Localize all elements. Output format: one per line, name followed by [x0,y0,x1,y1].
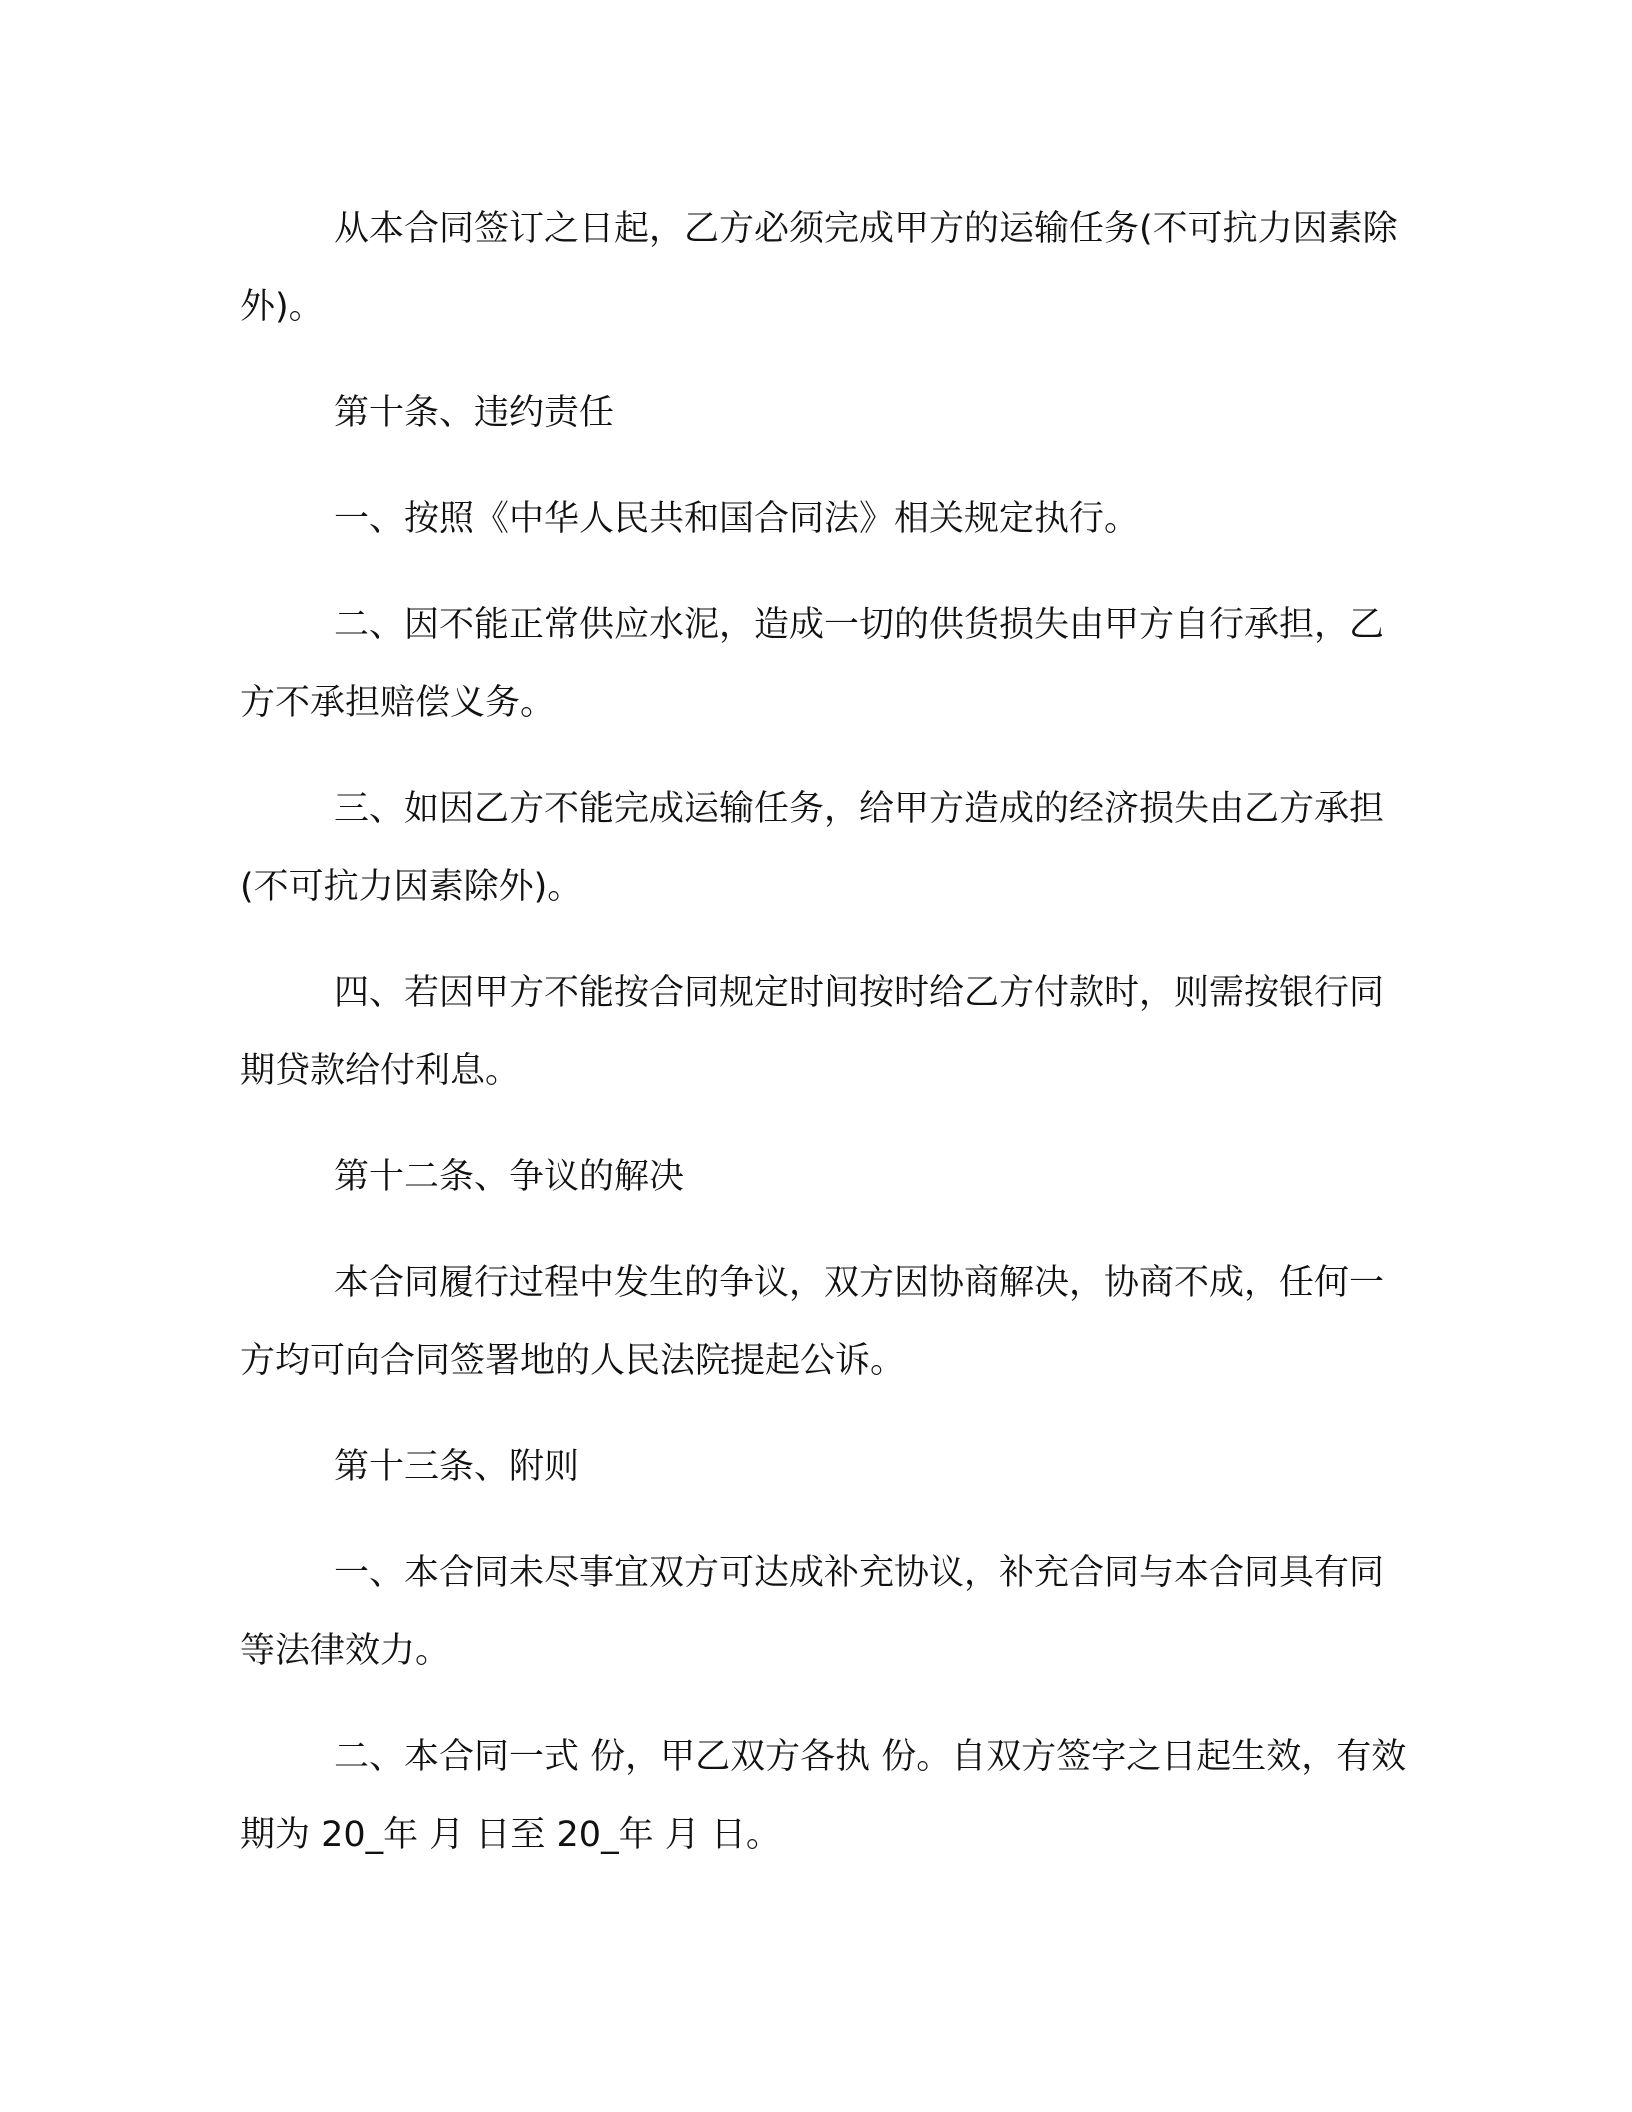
section-heading-article-12: 第十二条、争议的解决 [334,1157,685,1197]
paragraph-dispute-resolution: 本合同履行过程中发生的争议，双方因协商解决，协商不成，任何一方均可向合同签署地的人民法院提起公诉。 [240,1263,1385,1381]
paragraph-liability-4: 四、若因甲方不能按合同规定时间按时给乙方付款时，则需按银行同期贷款给付利息。 [240,973,1385,1091]
section-heading-article-10: 第十条、违约责任 [334,393,615,433]
document-body [240,190,1410,1902]
paragraph-liability-3: 三、如因乙方不能完成运输任务，给甲方造成的经济损失由乙方承担(不可抗力因素除外)。 [240,789,1385,907]
paragraph-supplementary-1: 一、本合同未尽事宜双方可达成补充协议，补充合同与本合同具有同等法律效力。 [240,1553,1385,1671]
paragraph-liability-2: 二、因不能正常供应水泥，造成一切的供货损失由甲方自行承担，乙方不承担赔偿义务。 [240,605,1385,723]
paragraph-transport-obligation: 从本合同签订之日起，乙方必须完成甲方的运输任务(不可抗力因素除外)。 [240,209,1398,327]
paragraph-supplementary-2: 二、本合同一式 份，甲乙双方各执 份。自双方签字之日起生效，有效期为 20_年 月 日至 20_年 月 日。 [240,1737,1407,1855]
section-heading-article-13: 第十三条、附则 [334,1447,580,1487]
paragraph-liability-1: 一、按照《中华人民共和国合同法》相关规定执行。 [334,499,1140,539]
